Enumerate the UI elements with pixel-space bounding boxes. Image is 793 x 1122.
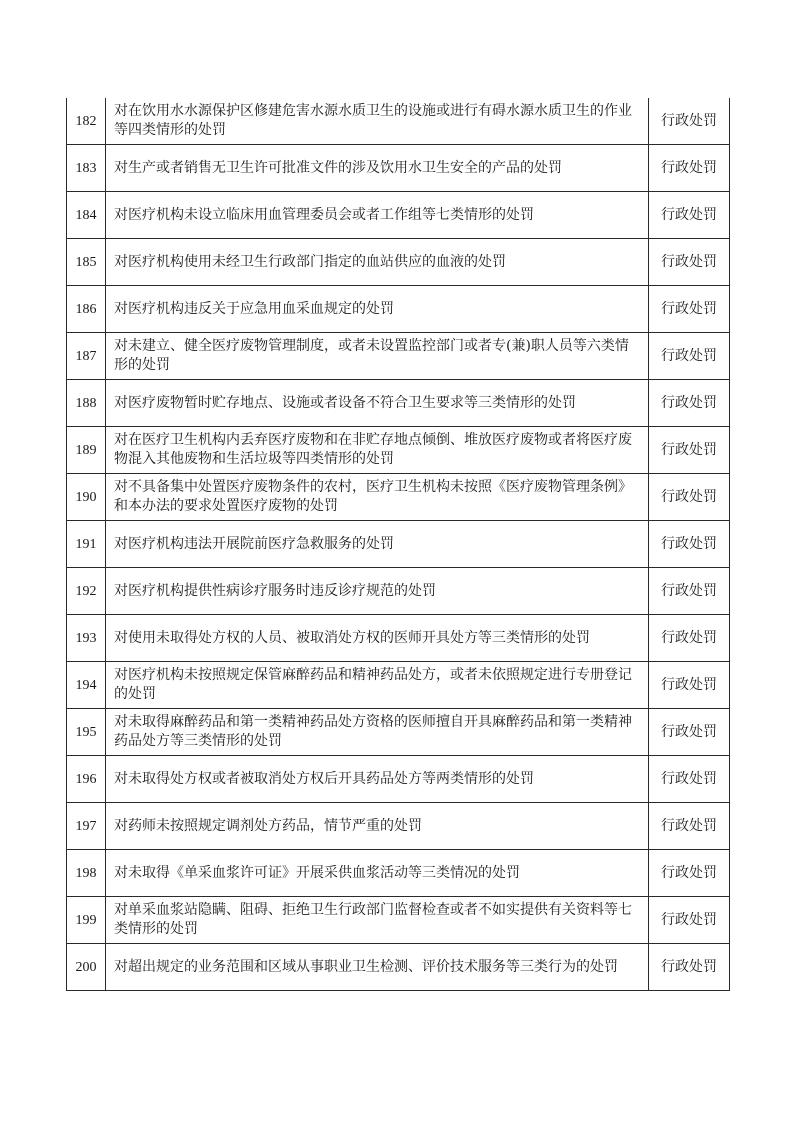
table-row: [67, 709, 730, 756]
row-description: 对医疗机构违反关于应急用血采血规定的处罚: [106, 286, 649, 333]
row-description: 对未建立、健全医疗废物管理制度，或者未设置监控部门或者专(兼)职人员等六类情形的处罚: [106, 333, 649, 380]
table-row: [67, 803, 730, 850]
table-row: [67, 756, 730, 803]
row-category: 行政处罚: [649, 192, 730, 239]
row-category: 行政处罚: [649, 803, 730, 850]
row-category: 行政处罚: [649, 145, 730, 192]
row-description: 对未取得麻醉药品和第一类精神药品处方资格的医师擅自开具麻醉药品和第一类精神药品处方等三类情形的处罚: [106, 709, 649, 756]
row-category: 行政处罚: [649, 380, 730, 427]
document-page: [66, 98, 727, 991]
table-row: [67, 380, 730, 427]
row-category: 行政处罚: [649, 756, 730, 803]
row-number: 186: [67, 286, 106, 333]
row-category: 行政处罚: [649, 286, 730, 333]
table-row: [67, 333, 730, 380]
table-row: [67, 568, 730, 615]
row-category: 行政处罚: [649, 944, 730, 991]
table-row: [67, 98, 730, 145]
row-number: 199: [67, 897, 106, 944]
row-number: 198: [67, 850, 106, 897]
row-category: 行政处罚: [649, 850, 730, 897]
row-description: 对未取得《单采血浆许可证》开展采供血浆活动等三类情况的处罚: [106, 850, 649, 897]
row-description: 对药师未按照规定调剂处方药品，情节严重的处罚: [106, 803, 649, 850]
row-description: 对医疗机构使用未经卫生行政部门指定的血站供应的血液的处罚: [106, 239, 649, 286]
table-row: [67, 474, 730, 521]
table-row: [67, 897, 730, 944]
penalty-items-table: [66, 98, 730, 991]
table-row: [67, 145, 730, 192]
row-category: 行政处罚: [649, 474, 730, 521]
row-number: 182: [67, 98, 106, 145]
row-category: 行政处罚: [649, 709, 730, 756]
row-number: 191: [67, 521, 106, 568]
table-row: [67, 521, 730, 568]
row-category: 行政处罚: [649, 427, 730, 474]
table-row: [67, 286, 730, 333]
row-number: 187: [67, 333, 106, 380]
table-row: [67, 239, 730, 286]
table-row: [67, 427, 730, 474]
row-number: 183: [67, 145, 106, 192]
row-number: 190: [67, 474, 106, 521]
table-row: [67, 662, 730, 709]
row-description: 对生产或者销售无卫生许可批准文件的涉及饮用水卫生安全的产品的处罚: [106, 145, 649, 192]
row-number: 192: [67, 568, 106, 615]
row-category: 行政处罚: [649, 615, 730, 662]
row-description: 对在医疗卫生机构内丢弃医疗废物和在非贮存地点倾倒、堆放医疗废物或者将医疗废物混入其他废物和生活垃圾等四类情形的处罚: [106, 427, 649, 474]
row-category: 行政处罚: [649, 98, 730, 145]
row-number: 194: [67, 662, 106, 709]
row-description: 对单采血浆站隐瞒、阻碍、拒绝卫生行政部门监督检查或者不如实提供有关资料等七类情形的处罚: [106, 897, 649, 944]
row-category: 行政处罚: [649, 568, 730, 615]
row-number: 195: [67, 709, 106, 756]
row-description: 对医疗机构未按照规定保管麻醉药品和精神药品处方，或者未依照规定进行专册登记的处罚: [106, 662, 649, 709]
table-row: [67, 615, 730, 662]
row-number: 196: [67, 756, 106, 803]
row-description: 对未取得处方权或者被取消处方权后开具药品处方等两类情形的处罚: [106, 756, 649, 803]
row-category: 行政处罚: [649, 662, 730, 709]
row-number: 197: [67, 803, 106, 850]
row-description: 对医疗机构未设立临床用血管理委员会或者工作组等七类情形的处罚: [106, 192, 649, 239]
row-number: 185: [67, 239, 106, 286]
row-description: 对在饮用水水源保护区修建危害水源水质卫生的设施或进行有碍水源水质卫生的作业等四类情形的处罚: [106, 98, 649, 145]
table-row: [67, 850, 730, 897]
row-category: 行政处罚: [649, 521, 730, 568]
row-number: 200: [67, 944, 106, 991]
row-description: 对医疗机构提供性病诊疗服务时违反诊疗规范的处罚: [106, 568, 649, 615]
row-number: 193: [67, 615, 106, 662]
row-number: 188: [67, 380, 106, 427]
row-description: 对医疗废物暂时贮存地点、设施或者设备不符合卫生要求等三类情形的处罚: [106, 380, 649, 427]
row-category: 行政处罚: [649, 897, 730, 944]
row-category: 行政处罚: [649, 239, 730, 286]
row-description: 对使用未取得处方权的人员、被取消处方权的医师开具处方等三类情形的处罚: [106, 615, 649, 662]
row-category: 行政处罚: [649, 333, 730, 380]
row-description: 对超出规定的业务范围和区域从事职业卫生检测、评价技术服务等三类行为的处罚: [106, 944, 649, 991]
row-description: 对医疗机构违法开展院前医疗急救服务的处罚: [106, 521, 649, 568]
row-description: 对不具备集中处置医疗废物条件的农村，医疗卫生机构未按照《医疗废物管理条例》和本办法的要求处置医疗废物的处罚: [106, 474, 649, 521]
row-number: 189: [67, 427, 106, 474]
table-row: [67, 944, 730, 991]
table-row: [67, 192, 730, 239]
row-number: 184: [67, 192, 106, 239]
